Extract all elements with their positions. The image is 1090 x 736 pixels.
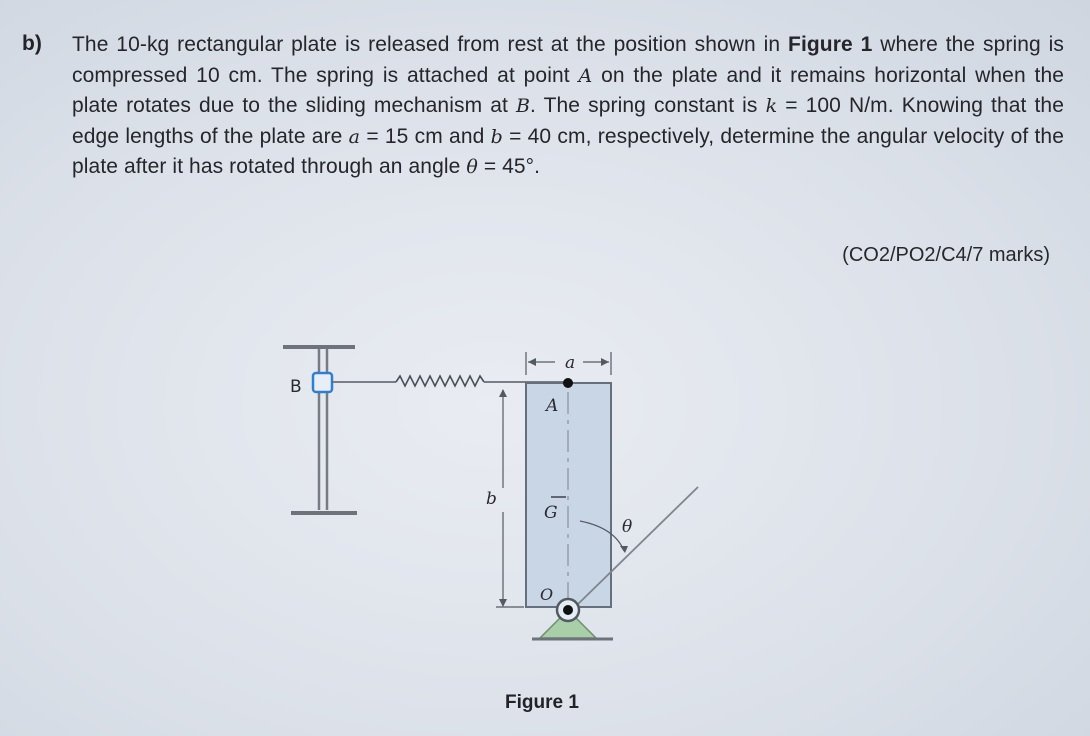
question-label: b) xyxy=(22,32,42,55)
point-a-symbol: A xyxy=(578,64,593,87)
point-a-dot xyxy=(563,378,573,388)
k-symbol: k xyxy=(765,95,778,117)
theta-arc-arrow xyxy=(620,546,628,553)
b-symbol: b xyxy=(490,125,503,148)
dimension-a-arrow-left xyxy=(528,358,536,366)
dimension-b-arrow-top xyxy=(499,389,507,397)
slider-b xyxy=(313,373,332,392)
theta-symbol: θ xyxy=(466,156,478,178)
question-part-3: on the plate and it remains horizontal when the plate rotates due to the sliding mechanism at xyxy=(72,63,1064,117)
spring xyxy=(396,376,484,386)
question-part-4: . The spring constant is xyxy=(530,94,766,117)
question-part-6: = 15 cm and xyxy=(360,124,491,148)
marks-allocation: (CO2/PO2/C4/7 marks) xyxy=(842,244,1050,266)
label-a-point: A xyxy=(546,396,559,416)
dimension-a-arrow-right xyxy=(601,358,609,366)
label-theta: θ xyxy=(622,517,633,537)
point-b-symbol: B xyxy=(515,95,531,117)
a-symbol: a xyxy=(348,125,361,148)
label-b-slider: B xyxy=(290,377,302,397)
label-o: O xyxy=(540,585,554,604)
dimension-b-arrow-bottom xyxy=(499,599,507,607)
question-part-2: where the spring is compressed 10 cm. The spring is attached at point xyxy=(72,33,1065,87)
figure-reference: Figure 1 xyxy=(788,33,873,56)
question-part-7: = 40 cm, respectively, determine the angular velocity of the plate after it has rotated through an angle xyxy=(72,124,1064,178)
label-a-dimension: a xyxy=(565,353,576,373)
question-part-1: The 10-kg rectangular plate is released from rest at the position shown in xyxy=(72,33,789,56)
question-part-8: = 45°. xyxy=(477,155,541,178)
pivot-center-dot xyxy=(563,605,573,615)
figure-caption: Figure 1 xyxy=(505,692,579,713)
question-part-5: = 100 N/m. Knowing that the edge lengths of the plate are xyxy=(72,94,1064,148)
label-b-dimension: b xyxy=(486,489,497,509)
label-g: G xyxy=(544,503,558,523)
